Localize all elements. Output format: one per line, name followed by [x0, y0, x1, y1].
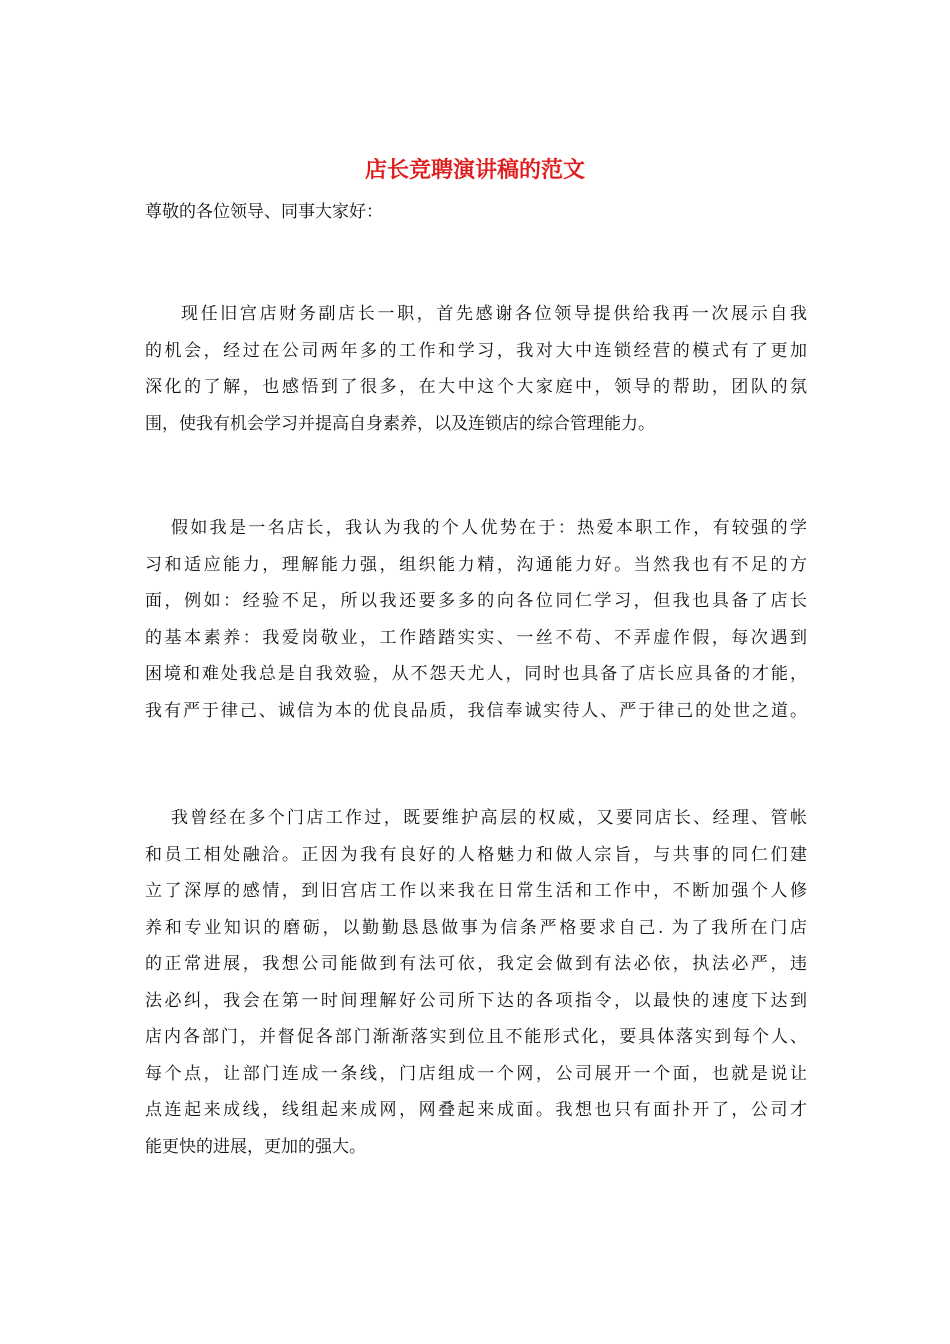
paragraph-line: 养和专业知识的磨砺，以勤勤恳恳做事为信条严格要求自己. 为了我所在门店	[145, 917, 807, 938]
paragraph-line: 困境和难处我总是自我效验，从不怨天尤人，同时也具备了店长应具备的才能，	[145, 664, 807, 684]
paragraph-1	[145, 296, 807, 442]
paragraph-line: 和员工相处融洽。正因为我有良好的人格魅力和做人宗旨，与共事的同仁们建	[145, 844, 807, 865]
paragraph-line: 习和适应能力，理解能力强，组织能力精，沟通能力好。当然我也有不足的方	[145, 554, 807, 575]
paragraph-line: 深化的了解，也感悟到了很多，在大中这个大家庭中，领导的帮助，团队的氛	[145, 377, 807, 397]
paragraph-line: 面，例如：经验不足，所以我还要多多的向各位同仁学习，但我也具备了店长	[145, 591, 807, 611]
paragraph-line: 立了深厚的感情，到旧宫店工作以来我在日常生活和工作中，不断加强个人修	[145, 881, 807, 901]
paragraph-line: 的基本素养：我爱岗敬业，工作踏踏实实、一丝不苟、不弄虚作假，每次遇到	[145, 627, 807, 648]
document-title: 店长竞聘演讲稿的范文	[364, 157, 585, 183]
paragraph-line: 每个点，让部门连成一条线，门店组成一个网，公司展开一个面，也就是说让	[145, 1063, 807, 1084]
paragraph-line: 我有严于律己、诚信为本的优良品质，我信奉诚实待人、严于律己的处世之道。	[145, 700, 807, 721]
paragraph-line: 法必纠，我会在第一时间理解好公司所下达的各项指令，以最快的速度下达到	[145, 990, 807, 1011]
paragraph-3	[145, 800, 807, 1165]
paragraph-line: 能更快的进展，更加的强大。	[145, 1136, 366, 1157]
paragraph-2	[145, 510, 807, 729]
paragraph-line: 我曾经在多个门店工作过，既要维护高层的权威，又要同店长、经理、管帐	[171, 808, 807, 828]
salutation: 尊敬的各位领导、同事大家好：	[145, 202, 383, 222]
paragraph-line: 点连起来成线，线组起来成网，网叠起来成面。我想也只有面扑开了，公司才	[145, 1100, 807, 1120]
paragraph-line: 假如我是一名店长，我认为我的个人优势在于：热爱本职工作，有较强的学	[171, 518, 807, 538]
paragraph-line: 围，使我有机会学习并提高自身素养，以及连锁店的综合管理能力。	[145, 413, 655, 434]
paragraph-line: 的正常进展，我想公司能做到有法可依，我定会做到有法必依，执法必严，违	[145, 954, 807, 974]
paragraph-line: 的机会，经过在公司两年多的工作和学习，我对大中连锁经营的模式有了更加	[145, 340, 807, 361]
paragraph-line: 店内各部门，并督促各部门渐渐落实到位且不能形式化，要具体落实到每个人、	[145, 1027, 807, 1047]
paragraph-line: 现任旧宫店财务副店长一职，首先感谢各位领导提供给我再一次展示自我	[181, 304, 807, 324]
